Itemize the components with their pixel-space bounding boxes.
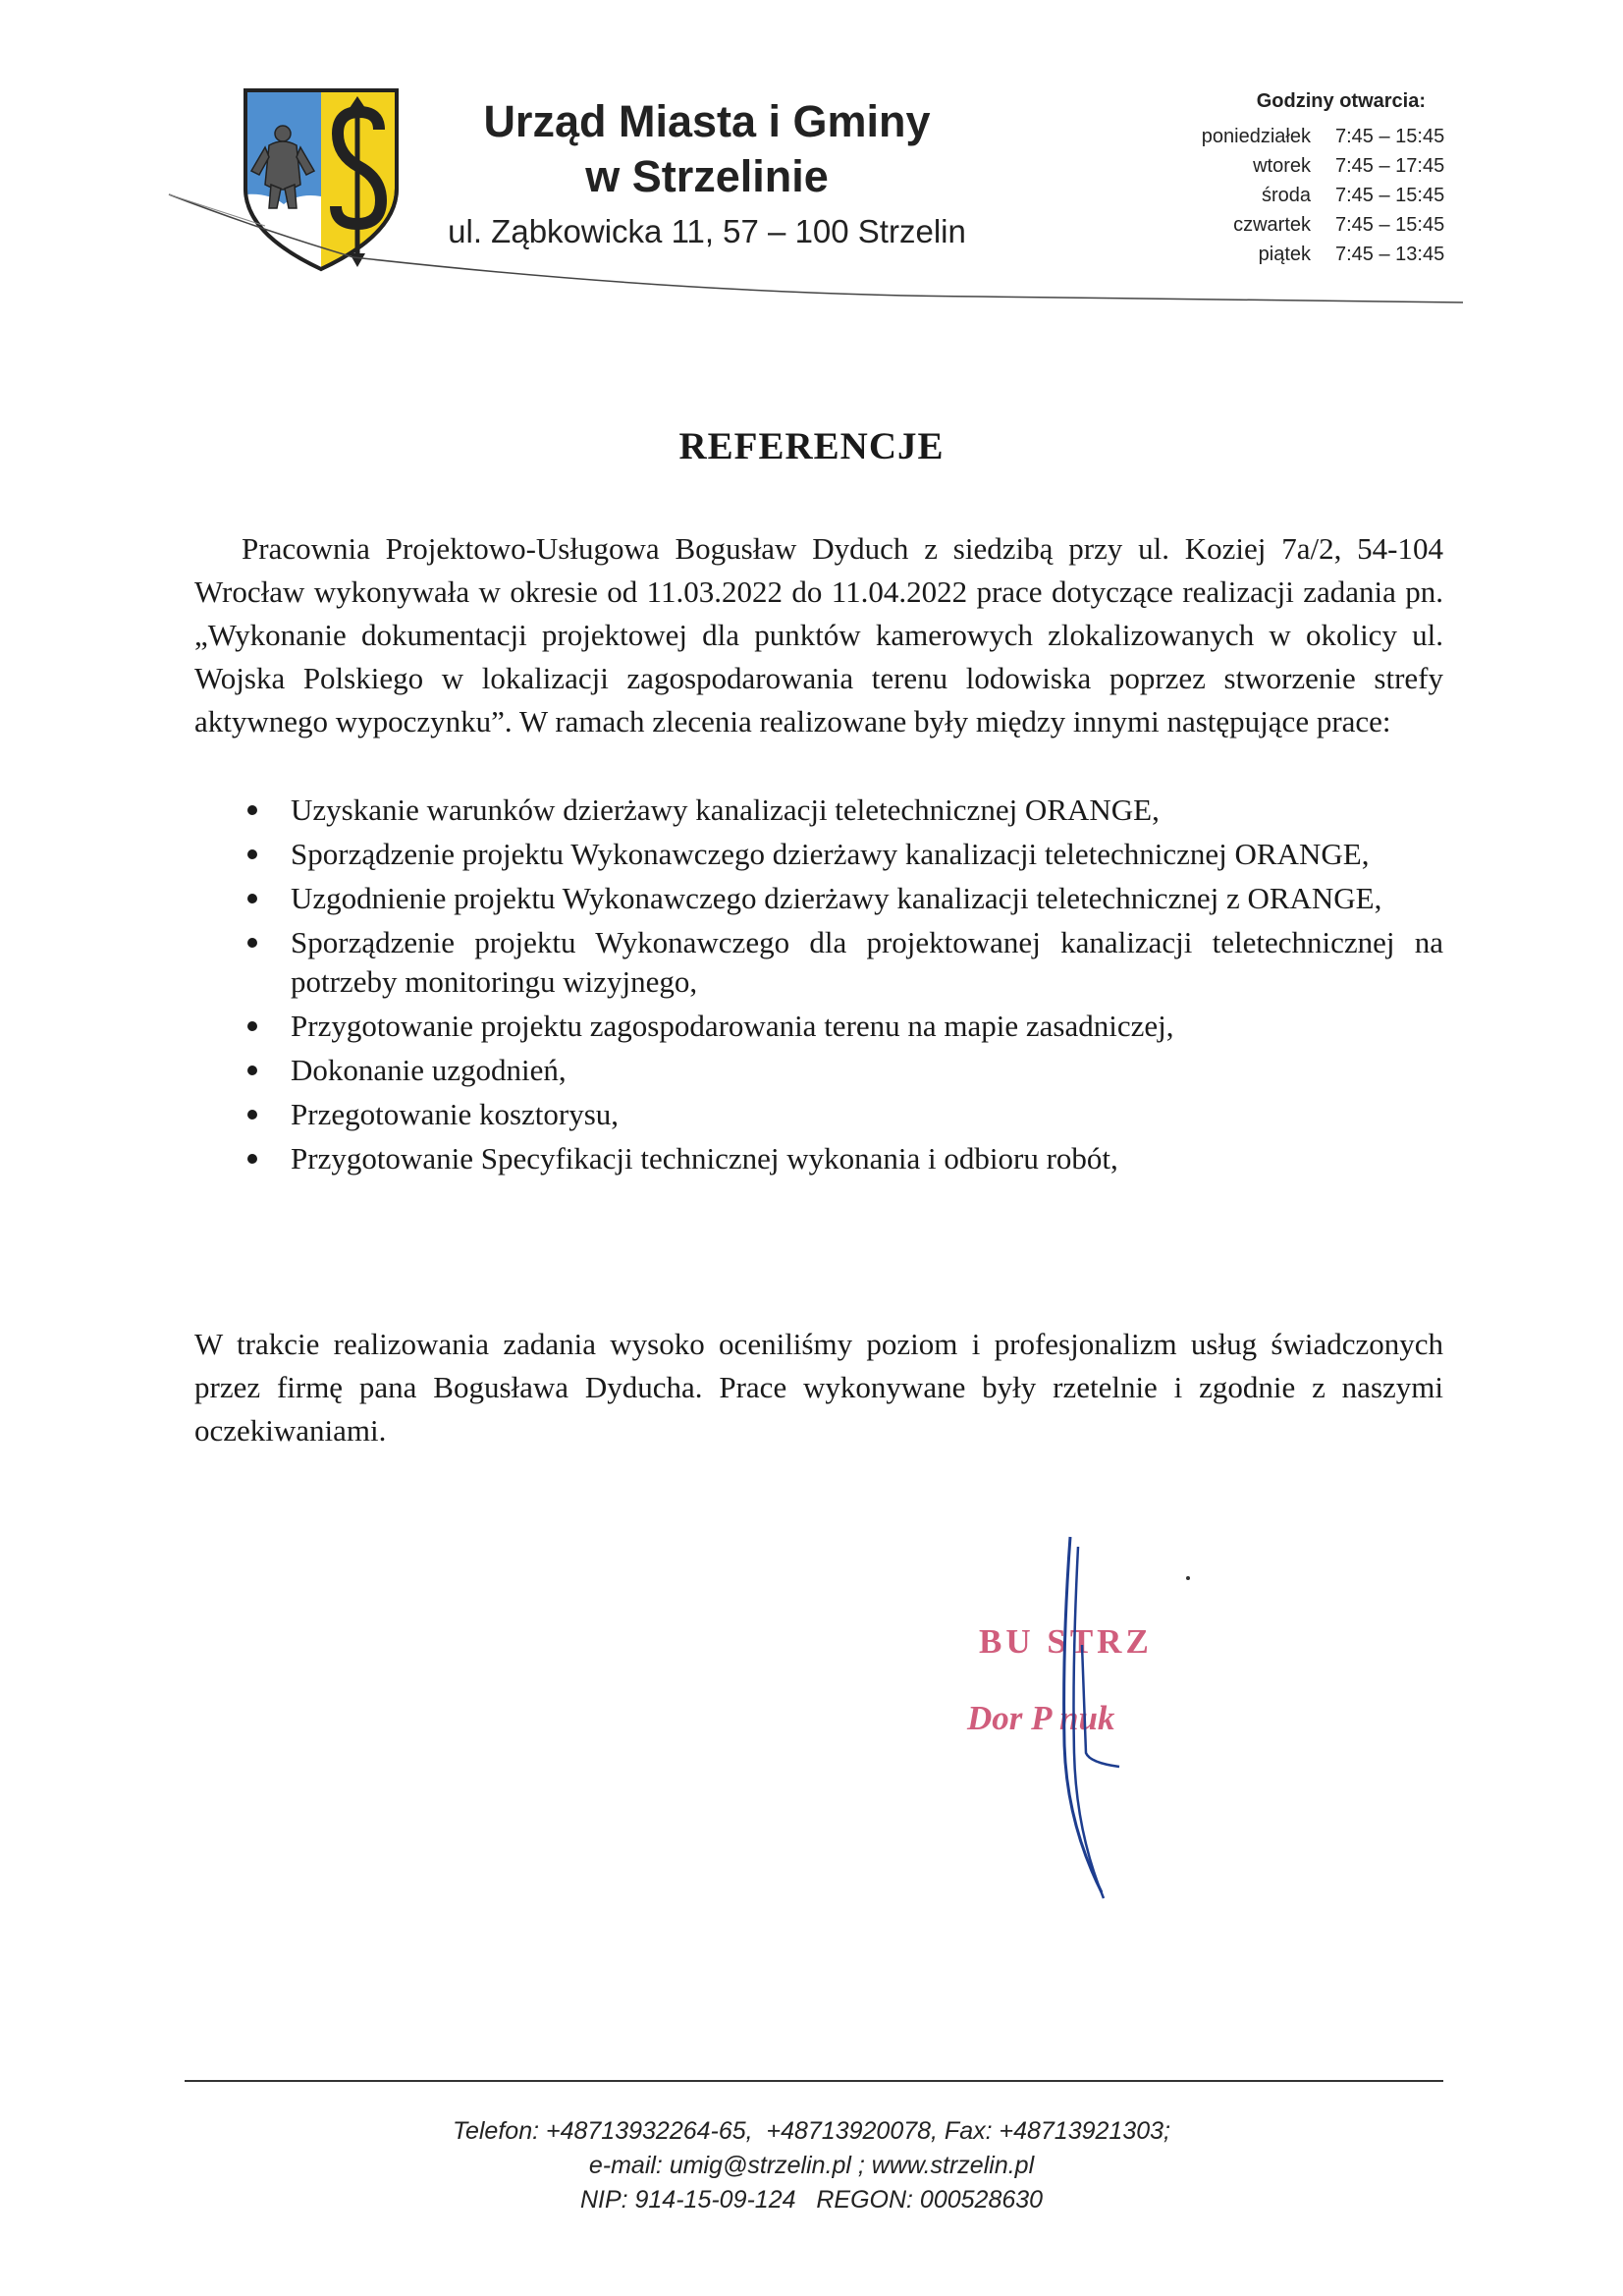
closing-paragraph: W trakcie realizowania zadania wysoko oceniliśmy poziom i profesjonalizm usług świadczonych przez firmę pana Bogusława Dyducha. Prace wykonywane były rzetelnie i zgodnie z naszymi oczekiwaniami. (194, 1327, 1443, 1448)
list-item-text: Uzyskanie warunków dzierżawy kanalizacji teletechnicznej ORANGE, (291, 793, 1160, 827)
opening-hours-title: Godziny otwarcia: (1256, 90, 1426, 112)
bullet-icon (247, 938, 257, 948)
stamp-role: BU STRZ (979, 1622, 1153, 1661)
hours-row (1159, 181, 1473, 210)
document-title: REFERENCJE (678, 425, 945, 467)
hours-time: 7:45 – 15:45 (1335, 126, 1445, 147)
list-item-text: Przegotowanie kosztorysu, (291, 1097, 620, 1131)
stamp-person: Dor P nuk (967, 1699, 1115, 1737)
list-item (194, 1139, 1443, 1178)
footer-divider (185, 2080, 1443, 2082)
coat-of-arms-icon (240, 86, 403, 273)
handwritten-signature (1001, 1527, 1198, 1910)
list-item (194, 1095, 1443, 1134)
list-item (194, 791, 1443, 830)
intro-text: Pracownia Projektowo-Usługowa Bogusław Dyduch z siedzibą przy ul. Koziej 7a/2, 54-104 Wrocław wykonywała w okresie od 11.03.2022 do 11.04.2022 prace dotyczące realizacji zadania pn. „Wykonanie dokumentacji projektowej dla punktów kamerowych zlokalizowanych w okolicy ul. Wojska Polskiego w lokalizacji zagospodarowania terenu lodowiska poprzez stworzenie strefy aktywnego wypoczynku”. W ramach zlecenia realizowane były między innymi następujące prace: (194, 531, 1443, 738)
org-address: ul. Ząbkowicka 11, 57 – 100 Strzelin (448, 213, 966, 249)
hours-time: 7:45 – 15:45 (1335, 185, 1445, 206)
list-item-text: Przygotowanie projektu zagospodarowania terenu na mapie zasadniczej, (291, 1009, 1174, 1043)
list-item-text: Sporządzenie projektu Wykonawczego dla projektowanej kanalizacji teletechnicznej na potrzeby monitoringu wizyjnego, (291, 925, 1443, 999)
list-item (194, 879, 1443, 918)
opening-hours (1159, 86, 1473, 269)
hours-day: piątek (1258, 244, 1311, 265)
hours-day: środa (1261, 185, 1311, 206)
list-item-text: Przygotowanie Specyfikacji technicznej wykonania i odbioru robót, (291, 1141, 1118, 1175)
footer-tax-line: NIP: 914-15-09-124 REGON: 000528630 (579, 2186, 1044, 2214)
hours-day: czwartek (1233, 214, 1311, 236)
header-organization (422, 94, 992, 255)
hours-time: 7:45 – 15:45 (1335, 214, 1445, 236)
footer-contact (0, 2114, 1623, 2217)
list-item (194, 1007, 1443, 1046)
footer-phone-line: Telefon: +48713932264-65, +48713920078, Fax: +48713921303; (453, 2117, 1170, 2145)
hours-day: wtorek (1253, 155, 1311, 177)
hours-time: 7:45 – 17:45 (1335, 155, 1445, 177)
list-item-text: Sporządzenie projektu Wykonawczego dzierżawy kanalizacji teletechnicznej ORANGE, (291, 837, 1370, 871)
hours-row (1159, 122, 1473, 151)
org-name-line2: w Strzelinie (585, 151, 829, 201)
bullet-icon (247, 805, 257, 815)
hours-row (1159, 151, 1473, 181)
bullet-icon (247, 849, 257, 859)
bullet-icon (247, 1021, 257, 1031)
intro-paragraph (194, 527, 1443, 743)
list-item (194, 835, 1443, 874)
list-item-text: Dokonanie uzgodnień, (291, 1053, 567, 1087)
tasks-list (194, 791, 1443, 1183)
footer-email-line: e-mail: umig@strzelin.pl ; www.strzelin.pl (588, 2152, 1035, 2179)
list-item-text: Uzgodnienie projektu Wykonawczego dzierżawy kanalizacji teletechnicznej z ORANGE, (291, 881, 1382, 915)
org-name-line1: Urząd Miasta i Gminy (483, 96, 931, 146)
bullet-icon (247, 1066, 257, 1075)
hours-time: 7:45 – 13:45 (1335, 244, 1445, 265)
list-item (194, 1051, 1443, 1090)
bullet-icon (247, 1154, 257, 1164)
bullet-icon (247, 1110, 257, 1120)
list-item (194, 923, 1443, 1002)
hours-day: poniedziałek (1201, 126, 1311, 147)
bullet-icon (247, 894, 257, 903)
hours-row (1159, 210, 1473, 240)
hours-row (1159, 240, 1473, 269)
